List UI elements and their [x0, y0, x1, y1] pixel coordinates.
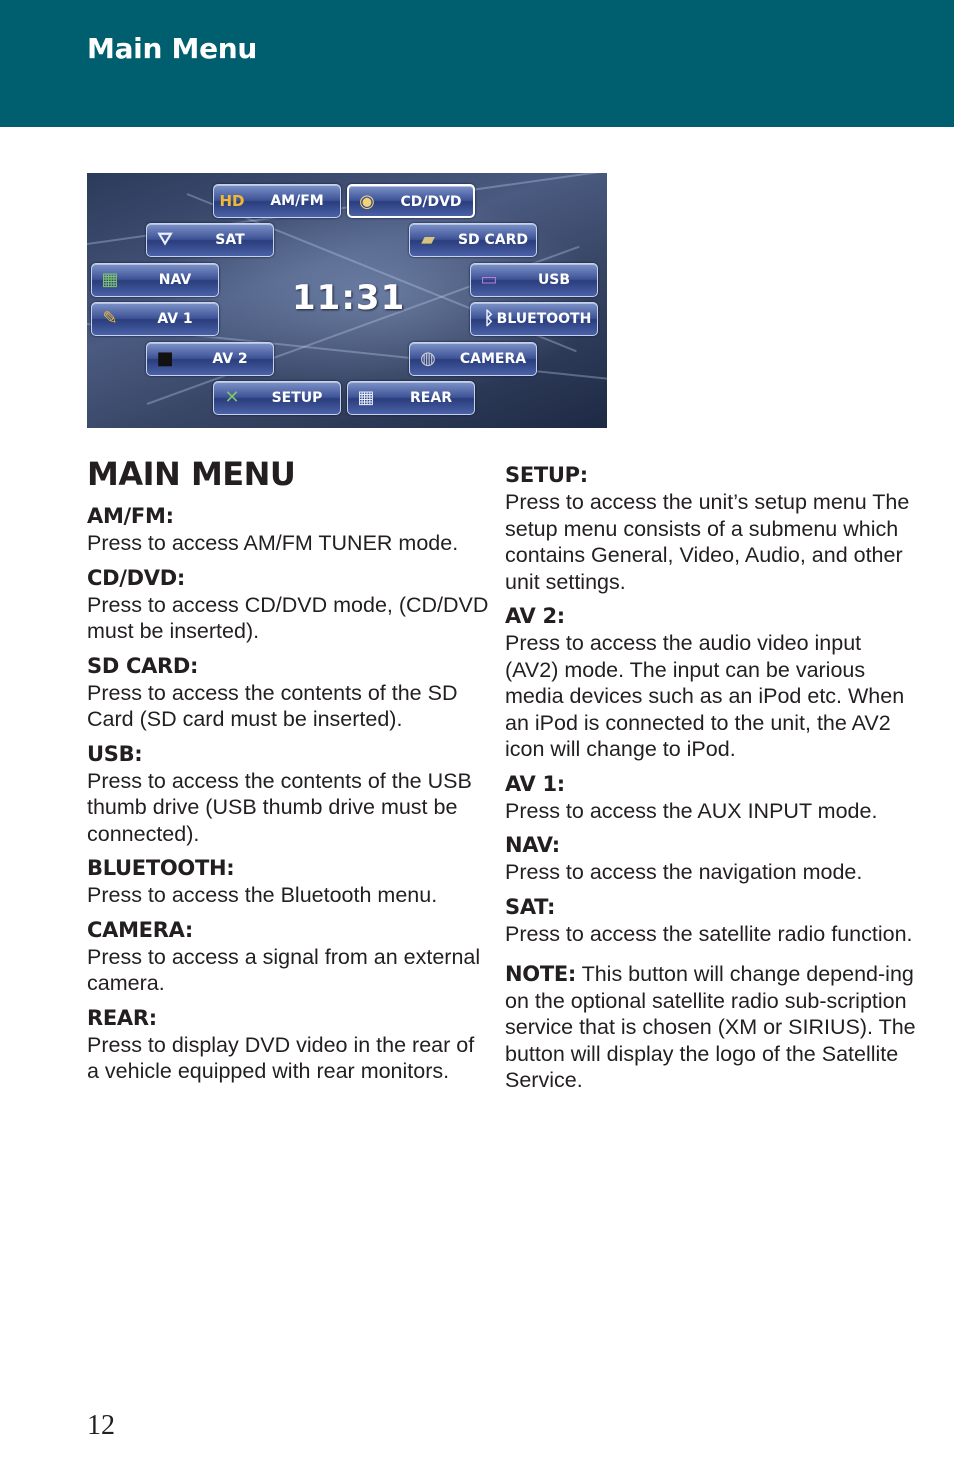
- av2-button[interactable]: [146, 342, 274, 376]
- main-menu-screenshot: [87, 173, 607, 428]
- nav-button-label: NAV: [158, 272, 192, 288]
- setup-button-label: SETUP: [271, 390, 323, 406]
- disc-icon: ◉: [359, 191, 375, 212]
- usb-button-label: USB: [537, 272, 571, 288]
- hd-radio-icon: HD: [219, 192, 245, 210]
- camera-button-label: CAMERA: [459, 351, 527, 367]
- right-column: [505, 462, 920, 1094]
- entry-cddvd: [87, 565, 492, 645]
- cddvd-button-label: CD/DVD: [400, 194, 462, 210]
- entry-desc: Press to access CD/DVD mode, (CD/DVD must be inserted).: [87, 592, 489, 643]
- entry-term: CD/DVD:: [87, 565, 185, 590]
- entry-camera: [87, 917, 492, 997]
- note-paragraph: [505, 961, 920, 1094]
- cddvd-button[interactable]: [347, 184, 475, 218]
- entry-term: CAMERA:: [87, 917, 194, 942]
- entry-amfm: [87, 503, 492, 557]
- setup-button[interactable]: [213, 381, 341, 415]
- note-text: This button will change depend-ing on the optional satellite radio sub-scription service that is chosen (XM or SIRIUS). The button will display the logo of the Satellite Service.: [505, 962, 916, 1092]
- antenna-icon: ⛛: [157, 229, 173, 250]
- entry-desc: Press to access the Bluetooth menu.: [87, 883, 438, 907]
- sd-card-button-label: SD CARD: [457, 232, 529, 248]
- entry-bluetooth: [87, 855, 492, 909]
- tools-icon: ✕: [224, 387, 240, 408]
- entry-desc: Press to display DVD video in the rear of a vehicle equipped with rear monitors.: [87, 1032, 475, 1083]
- amfm-button-label: AM/FM: [270, 193, 324, 209]
- entry-av2: [505, 603, 920, 763]
- bluetooth-button[interactable]: [470, 302, 598, 336]
- amfm-button[interactable]: [213, 184, 341, 218]
- entry-term: AV 2:: [505, 604, 565, 628]
- entry-term: AV 1:: [505, 771, 565, 796]
- av2-button-label: AV 2: [212, 351, 248, 367]
- entry-term: SD CARD:: [87, 653, 199, 678]
- entry-term: SETUP:: [505, 463, 588, 487]
- entry-desc: Press to access the audio video input (AV2) mode. The input can be various media devices such as an iPod etc. When an iPod is connected to the unit, the AV2 icon will change to iPod.: [505, 631, 905, 761]
- sd-card-icon: ▰: [421, 229, 435, 250]
- entry-term: AM/FM:: [87, 504, 174, 528]
- entry-term: SAT:: [505, 894, 556, 919]
- av-box-icon: ■: [156, 348, 174, 369]
- camera-button[interactable]: [409, 342, 537, 376]
- entry-desc: Press to access the contents of the SD Card (SD card must be inserted).: [87, 680, 458, 731]
- entry-usb: [87, 741, 492, 848]
- plug-icon: ✎: [102, 308, 118, 329]
- bluetooth-button-label: BLUETOOTH: [496, 311, 592, 327]
- rear-button-label: REAR: [410, 390, 452, 406]
- entry-desc: Press to access the AUX INPUT mode.: [505, 798, 878, 823]
- bluetooth-icon: ᛒ: [483, 308, 495, 329]
- map-icon: ▦: [101, 269, 119, 290]
- sat-button-label: SAT: [215, 232, 245, 248]
- rear-button[interactable]: [347, 381, 475, 415]
- header-title: Main Menu: [87, 32, 258, 65]
- usb-button[interactable]: [470, 263, 598, 297]
- entry-desc: Press to access a signal from an external camera.: [87, 944, 481, 995]
- entry-term: NAV:: [505, 833, 560, 857]
- usb-drive-icon: ▭: [480, 269, 498, 290]
- page-number: 12: [87, 1410, 115, 1441]
- entry-sat: [505, 894, 920, 948]
- entry-sd-card: [87, 653, 492, 733]
- entry-nav: [505, 832, 920, 886]
- entry-av1: [505, 771, 920, 825]
- camera-icon: ◍: [420, 348, 436, 369]
- nav-button[interactable]: [91, 263, 219, 297]
- av1-button[interactable]: [91, 302, 219, 336]
- sat-button[interactable]: [146, 223, 274, 257]
- entry-desc: Press to access the unit’s setup menu The setup menu consists of a submenu which contains General, Video, Audio, and other unit settings.: [505, 490, 910, 594]
- grid-icon: ▦: [357, 387, 375, 408]
- entry-desc: Press to access the satellite radio function.: [505, 921, 913, 946]
- entry-term: REAR:: [87, 1005, 157, 1030]
- entry-term: USB:: [87, 741, 143, 766]
- entry-setup: [505, 462, 920, 595]
- clock-display: 11:31: [292, 278, 406, 318]
- note-label: NOTE:: [505, 962, 576, 986]
- sd-card-button[interactable]: [409, 223, 537, 257]
- header-bar: [0, 0, 954, 127]
- left-column: [87, 455, 492, 1093]
- entry-desc: Press to access the contents of the USB thumb drive (USB thumb drive must be connected).: [87, 768, 472, 846]
- av1-button-label: AV 1: [157, 311, 193, 327]
- entry-rear: [87, 1005, 492, 1085]
- entry-term: BLUETOOTH:: [87, 856, 235, 880]
- section-heading: MAIN MENU: [87, 455, 296, 493]
- entry-desc: Press to access the navigation mode.: [505, 860, 863, 884]
- entry-desc: Press to access AM/FM TUNER mode.: [87, 531, 459, 555]
